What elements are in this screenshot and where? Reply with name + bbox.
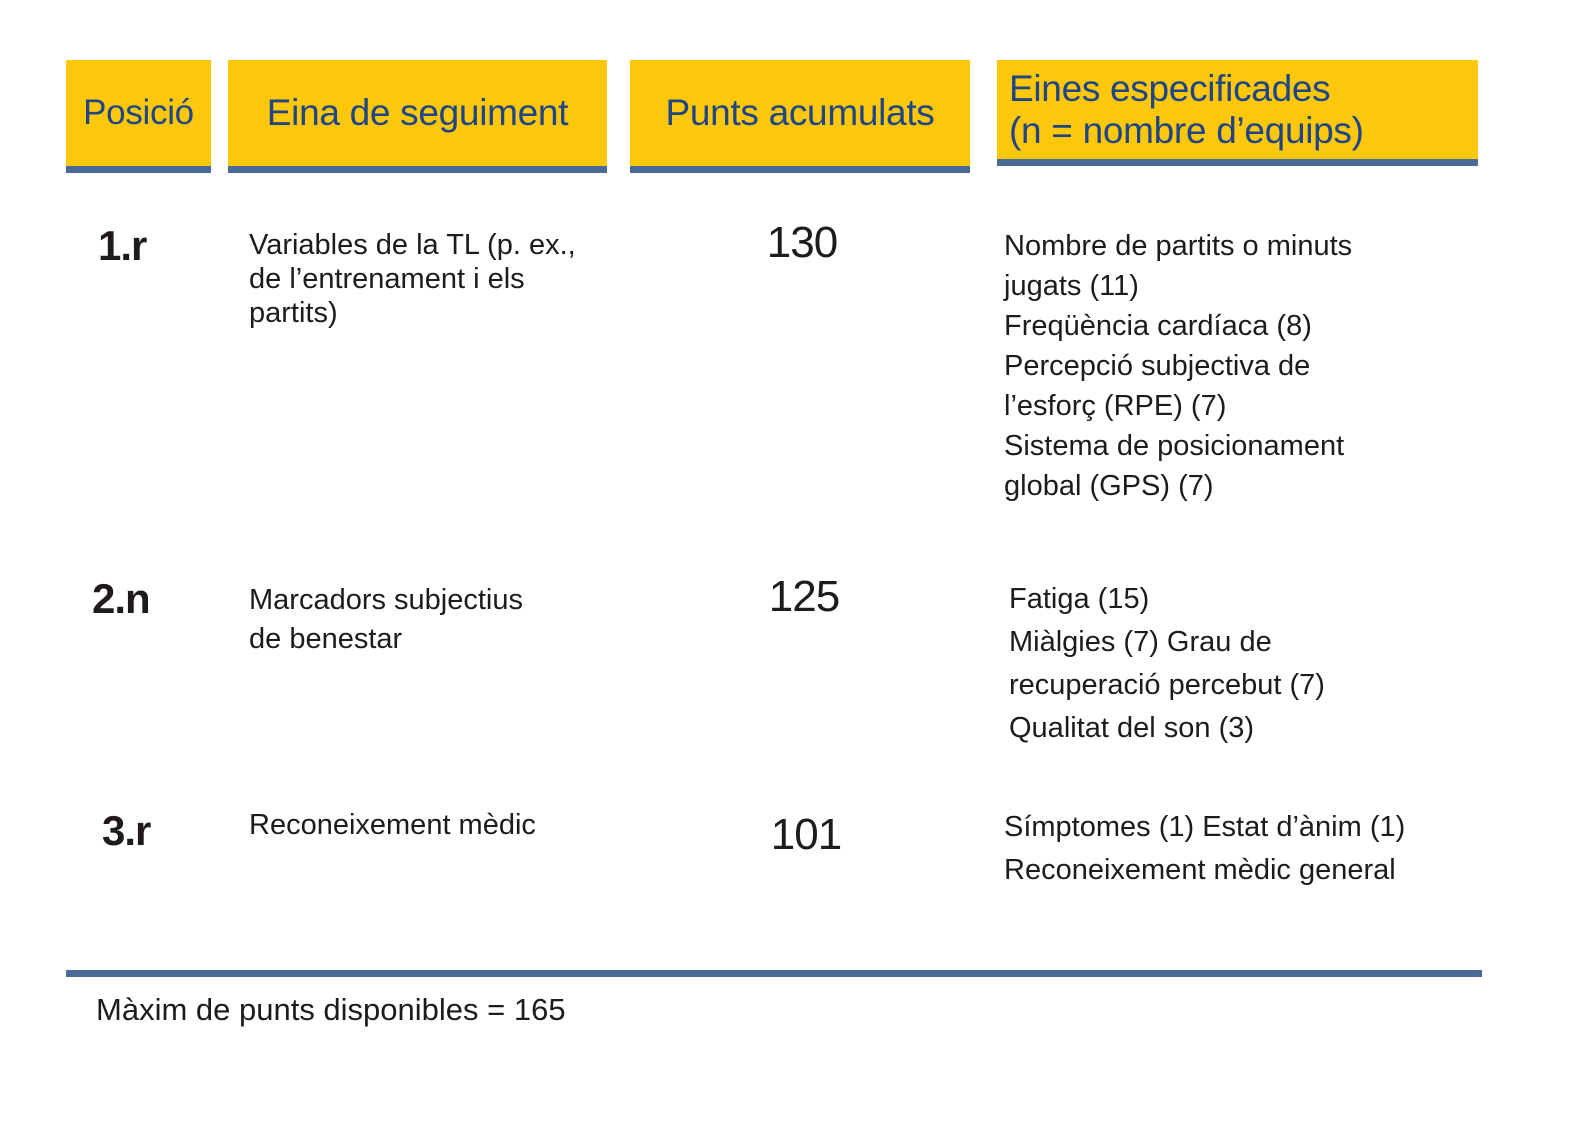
header-position — [66, 60, 211, 173]
row3-points: 101 — [770, 810, 842, 859]
row1-tool-line: Variables de la TL (p. ex., — [249, 229, 576, 261]
row2-spec-line: Fatiga (15) — [1009, 583, 1150, 615]
row3-specified-tools — [1004, 806, 1474, 892]
footer-note: Màxim de punts disponibles = 165 — [96, 992, 566, 1027]
row1-spec-line: global (GPS) (7) — [1004, 470, 1214, 502]
row1-specified-tools — [1004, 226, 1474, 506]
header-points — [630, 60, 970, 173]
row1-tool-line: partits) — [249, 297, 338, 329]
row1-points: 130 — [766, 218, 838, 267]
header-tool-label: Eina de seguiment — [266, 92, 569, 133]
row1-tool — [249, 228, 629, 330]
row1-spec-line: jugats (11) — [1004, 270, 1139, 302]
row3-rank: 3.r — [102, 807, 151, 854]
header-specified-line1: Eines especificades — [1009, 67, 1331, 109]
header-tool — [228, 60, 607, 173]
header-specified-line2: (n = nombre d’equips) — [1009, 109, 1364, 151]
footer-divider — [66, 970, 1482, 977]
row2-spec-line: Qualitat del son (3) — [1009, 712, 1255, 744]
row2-tool-line: Marcadors subjectius — [249, 584, 523, 616]
header-position-label: Posició — [83, 93, 194, 132]
row1-rank: 1.r — [98, 222, 147, 269]
row2-spec-line: Miàlgies (7) Grau de — [1009, 626, 1272, 658]
row3-tool-line: Reconeixement mèdic — [249, 809, 536, 841]
row1-spec-line: Nombre de partits o minuts — [1004, 230, 1353, 262]
row2-rank: 2.n — [92, 575, 150, 622]
row3-spec-line: Reconeixement mèdic general — [1004, 854, 1396, 886]
header-points-label: Punts acumulats — [665, 92, 935, 133]
row1-spec-line: l’esforç (RPE) (7) — [1004, 390, 1227, 422]
row2-tool-line: de benestar — [249, 623, 403, 655]
row3-tool — [249, 808, 629, 842]
row3-spec-line: Símptomes (1) Estat d’ànim (1) — [1004, 811, 1406, 843]
row1-spec-line: Percepció subjectiva de — [1004, 350, 1311, 382]
row2-tool — [249, 581, 629, 659]
header-specified-tools — [997, 60, 1478, 166]
row1-tool-line: de l’entrenament i els — [249, 263, 525, 295]
row1-spec-line: Freqüència cardíaca (8) — [1004, 310, 1312, 342]
row2-specified-tools — [1009, 578, 1479, 750]
row1-spec-line: Sistema de posicionament — [1004, 430, 1345, 462]
row2-points: 125 — [768, 572, 840, 621]
row2-spec-line: recuperació percebut (7) — [1009, 669, 1325, 701]
